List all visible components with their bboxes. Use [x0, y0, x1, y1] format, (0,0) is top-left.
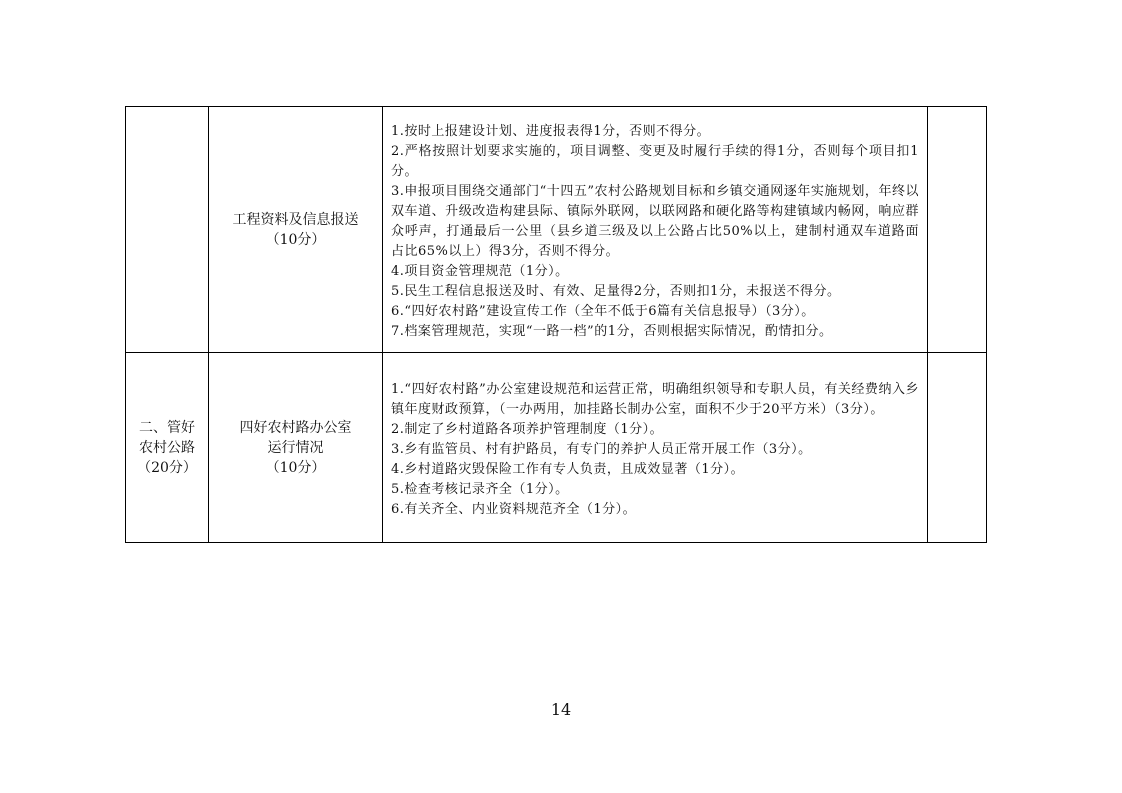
- criteria-item: 5.检查考核记录齐全（1分）。: [391, 481, 569, 497]
- page-number: 14: [550, 700, 572, 719]
- category-line: 农村公路: [139, 439, 195, 456]
- category-cell: [126, 353, 209, 543]
- criteria-item: 1.按时上报建设计划、进度报表得1分，否则不得分。: [391, 123, 711, 139]
- criteria-item: 6.“四好农村路”建设宣传工作（全年不低于6篇有关信息报导）（3分）。: [391, 303, 815, 319]
- category-cell: [126, 107, 209, 353]
- criteria-item: 3.乡有监管员、村有护路员，有专门的养护人员正常开展工作（3分）。: [391, 441, 812, 457]
- criteria-item: 5.民生工程信息报送及时、有效、足量得2分，否则扣1分，未报送不得分。: [391, 283, 841, 299]
- item-label: 运行情况: [267, 439, 324, 456]
- item-points: （10分）: [265, 231, 326, 248]
- criteria-cell: [383, 107, 928, 353]
- item-cell: [209, 107, 383, 353]
- item-label: 工程资料及信息报送: [232, 211, 359, 228]
- criteria-item: 4.乡村道路灾毁保险工作有专人负责，且成效显著（1分）。: [391, 461, 745, 477]
- item-points: （10分）: [265, 459, 326, 476]
- criteria-item: 4.项目资金管理规范（1分）。: [391, 263, 569, 279]
- criteria-item: 3.申报项目围绕交通部门“十四五”农村公路规划目标和乡镇交通网逐年实施规划，年终以双车道、升级改造构建县际、镇际外联网，以联网路和硬化路等构建镇域内畅网，响应群众呼声，打通最后一公里（县乡道三级及以上公路占比50%以上，建制村通双车道路面占比65%以上）得3分，否则不得分。: [391, 183, 919, 259]
- criteria-item: 6.有关齐全、内业资料规范齐全（1分）。: [391, 501, 637, 517]
- table-row: [126, 353, 987, 543]
- category-line: 二、管好: [139, 419, 195, 436]
- score-cell: [928, 353, 987, 543]
- criteria-item: 1.“四好农村路”办公室建设规范和运营正常，明确组织领导和专职人员，有关经费纳入乡镇年度财政预算，（一办两用，加挂路长制办公室，面积不少于20平方米）（3分）。: [391, 381, 919, 417]
- assessment-table: [125, 106, 987, 543]
- criteria-item: 2.严格按照计划要求实施的，项目调整、变更及时履行手续的得1分，否则每个项目扣1分。: [391, 143, 919, 179]
- item-label: 四好农村路办公室: [239, 419, 352, 436]
- score-cell: [928, 107, 987, 353]
- criteria-item: 2.制定了乡村道路各项养护管理制度（1分）。: [391, 421, 664, 437]
- criteria-item: 7.档案管理规范，实现“一路一档”的1分，否则根据实际情况，酌情扣分。: [391, 323, 833, 339]
- criteria-cell: [383, 353, 928, 543]
- category-points: （20分）: [137, 459, 197, 476]
- item-cell: [209, 353, 383, 543]
- table-row: [126, 107, 987, 353]
